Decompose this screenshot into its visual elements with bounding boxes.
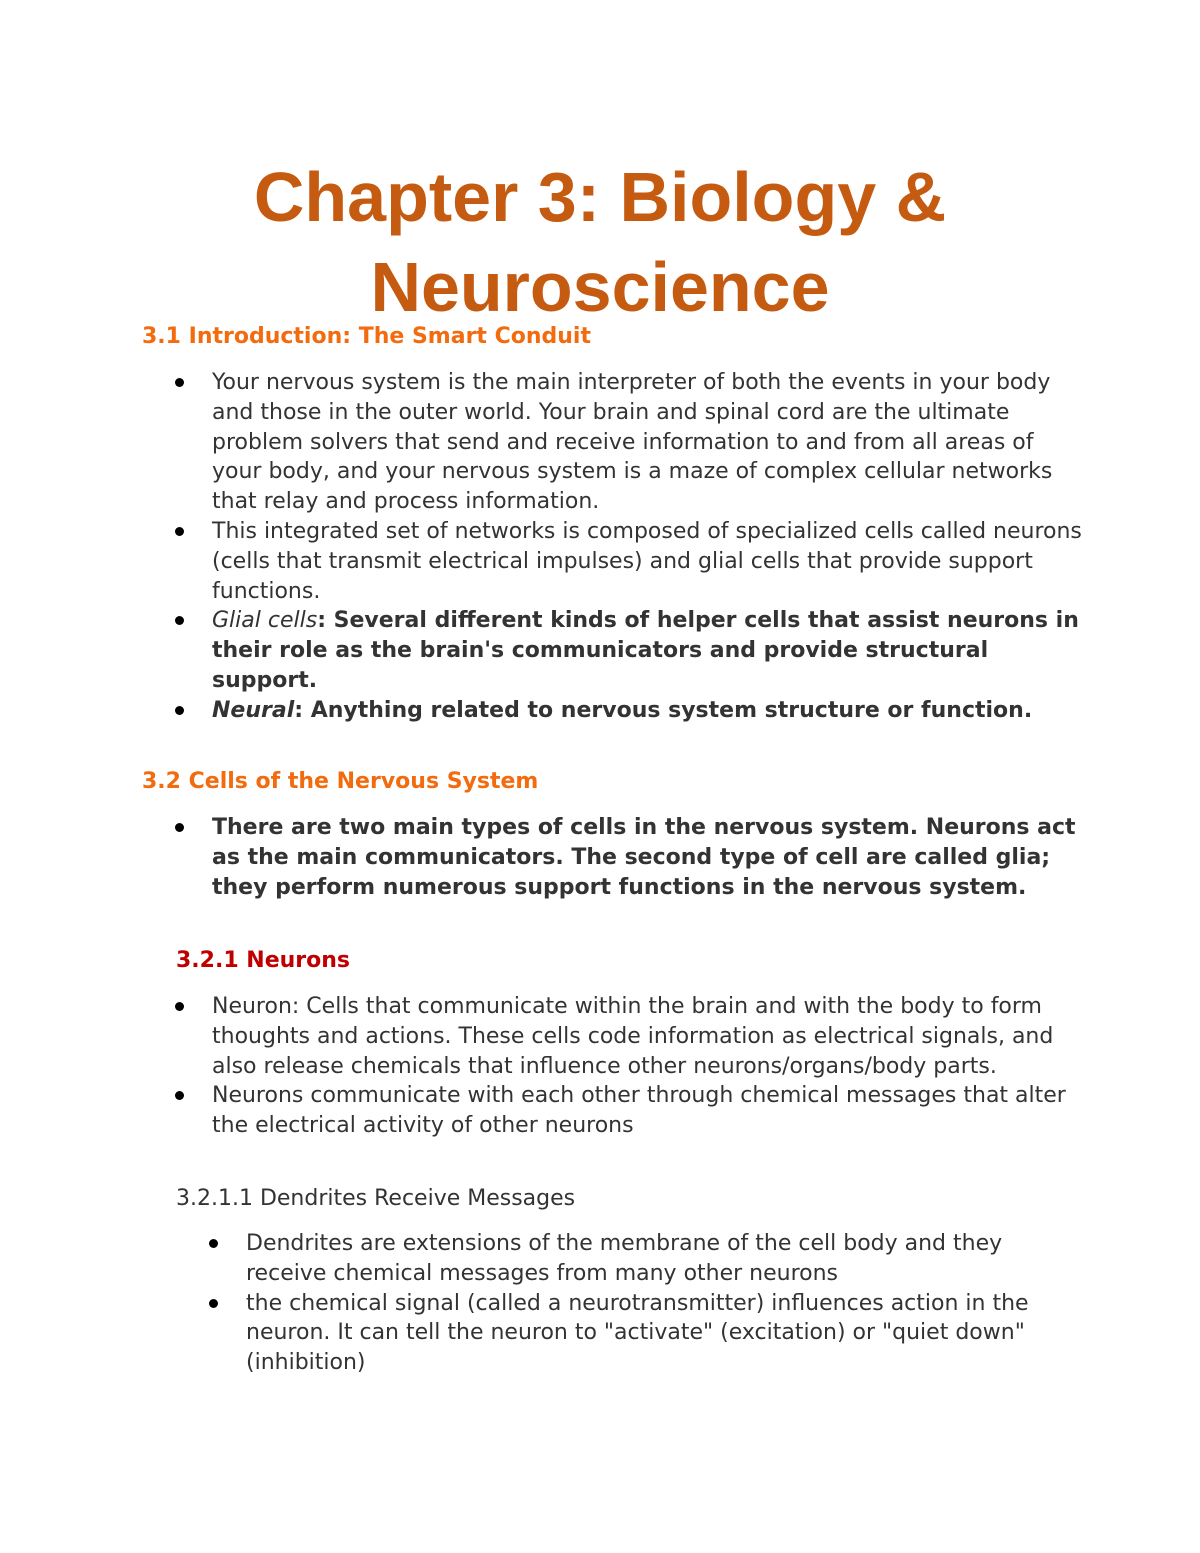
section-3-2-1-list xyxy=(212,992,1082,1141)
list-item xyxy=(212,813,1082,902)
bullet-icon xyxy=(175,527,184,536)
list-item-text: This integrated set of networks is composed of specialized cells called neurons (cells that transmit electrical impulses) and glial cells that provide support functions. xyxy=(212,518,1082,604)
bullet-icon xyxy=(175,1091,184,1100)
term-neural: Neural xyxy=(212,697,295,723)
list-item xyxy=(212,1081,1082,1141)
section-heading-3-2-1-1: 3.2.1.1 Dendrites Receive Messages xyxy=(176,1186,576,1211)
section-3-2-list xyxy=(212,813,1082,902)
definition-neural: : Anything related to nervous system structure or function. xyxy=(294,697,1033,723)
list-item-text: Neuron: Cells that communicate within the brain and with the body to form thoughts and actions. These cells code information as electrical signals, and also release chemicals that influence other neurons/organs/body parts. xyxy=(212,994,1054,1079)
list-item-text: the chemical signal (called a neurotransmitter) influences action in the neuron. It can tell the neuron to "activate" (excitation) or "quiet down" (inhibition) xyxy=(246,1290,1029,1376)
definition-glial-cells: : Several different kinds of helper cells that assist neurons in their role as the brain's communicators and provide structural support. xyxy=(212,608,1079,693)
list-item xyxy=(212,992,1082,1081)
list-item-text: Neurons communicate with each other through chemical messages that alter the electrical activity of other neurons xyxy=(212,1083,1066,1139)
list-item-text: There are two main types of cells in the nervous system. Neurons act as the main communicators. The second type of cell are called glia; they perform numerous support functions in the nervous system. xyxy=(212,815,1076,900)
term-glial-cells: Glial cells xyxy=(212,608,318,634)
section-heading-3-1: 3.1 Introduction: The Smart Conduit xyxy=(142,324,591,349)
section-heading-3-2: 3.2 Cells of the Nervous System xyxy=(142,769,539,794)
list-item xyxy=(246,1229,1086,1289)
list-item-text: Your nervous system is the main interpreter of both the events in your body and those in the outer world. Your brain and spinal cord are the ultimate problem solvers that send and receive information to and from all areas of your body, and your nervous system is a maze of complex cellular networks that relay and process information. xyxy=(212,370,1053,515)
section-3-1-list xyxy=(212,368,1082,726)
bullet-icon xyxy=(209,1299,218,1308)
list-item-neural xyxy=(212,696,1082,726)
bullet-icon xyxy=(175,616,184,625)
bullet-icon xyxy=(175,1002,184,1011)
list-item xyxy=(246,1289,1086,1378)
bullet-icon xyxy=(209,1239,218,1248)
bullet-icon xyxy=(175,706,184,715)
list-item xyxy=(212,517,1082,606)
bullet-icon xyxy=(175,823,184,832)
page-title: Chapter 3: Biology & Neuroscience xyxy=(253,158,947,326)
list-item-text: Dendrites are extensions of the membrane of the cell body and they receive chemical messages from many other neurons xyxy=(246,1231,1003,1286)
bullet-icon xyxy=(175,378,184,387)
section-3-2-1-1-list xyxy=(246,1229,1086,1378)
list-item xyxy=(212,368,1082,517)
list-item-glial-cells xyxy=(212,606,1082,695)
section-heading-3-2-1: 3.2.1 Neurons xyxy=(176,948,351,973)
